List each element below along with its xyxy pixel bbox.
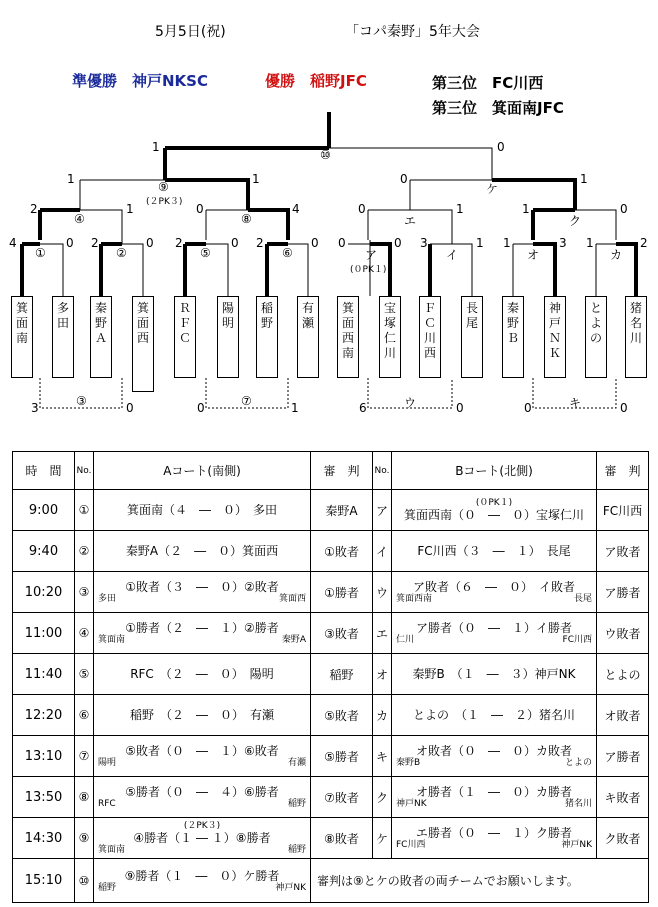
- time-cell: 10:20: [13, 572, 75, 613]
- match-1-score-left: 4: [9, 236, 17, 250]
- team-sub-right: 神戸NK: [561, 840, 592, 850]
- match-3-score-left: 3: [31, 401, 39, 415]
- team-box: 有瀬: [297, 296, 319, 378]
- referee-a: 稲野: [311, 654, 373, 695]
- court-b-match: [392, 695, 597, 736]
- time-cell: 15:10: [13, 859, 75, 903]
- team-sub-right: 神戸NK: [275, 882, 306, 893]
- match-text: ア敗者（６ ― ０） イ敗者: [412, 580, 575, 594]
- match-no-a: ⑨: [75, 818, 94, 859]
- court-a-match: [94, 777, 311, 818]
- referee-a: ①勝者: [311, 572, 373, 613]
- match-4-score-right: 1: [126, 202, 134, 216]
- team-sub-left: FC川西: [396, 840, 426, 850]
- match-text: FC川西（３ ― １） 長尾: [417, 544, 571, 558]
- match-1-label: ①: [35, 246, 46, 260]
- team-box: ＦＣ川西: [419, 296, 441, 378]
- match-6-score-left: 2: [256, 236, 264, 250]
- match-5-label: ⑤: [200, 246, 211, 260]
- date-heading: 5月5日(祝): [155, 24, 226, 40]
- match-ke-score-left: 0: [400, 172, 408, 186]
- match-text: ①勝者（２ ― １）②勝者: [125, 621, 279, 635]
- match-no-a: ②: [75, 531, 94, 572]
- match-i-score-left: 3: [420, 236, 428, 250]
- header-no-b: No.: [373, 452, 392, 490]
- pk-score: (０PK１): [475, 497, 513, 508]
- match-no-a: ①: [75, 490, 94, 531]
- match-text: 箕面西南（０ ― ０）宝塚仁川: [403, 507, 584, 522]
- table-row: [13, 818, 649, 859]
- time-cell: 11:40: [13, 654, 75, 695]
- referee-a: ①敗者: [311, 531, 373, 572]
- court-a-match: [94, 654, 311, 695]
- match-5-score-left: 2: [175, 236, 183, 250]
- time-cell: 12:20: [13, 695, 75, 736]
- referee-b: キ敗者: [597, 777, 649, 818]
- match-5-score-right: 0: [231, 236, 239, 250]
- match-u-label: ウ: [404, 396, 417, 410]
- match-no-b: エ: [373, 613, 392, 654]
- match-4-score-left: 2: [30, 202, 38, 216]
- match-7-score-left: 0: [197, 401, 205, 415]
- match-text: ⑤敗者（０ ― １）⑥敗者: [125, 744, 279, 758]
- runner-up-label: 準優勝 神戸NKSC: [72, 72, 208, 90]
- time-cell: 13:50: [13, 777, 75, 818]
- table-row: [13, 490, 649, 531]
- match-8-score-right: 4: [292, 202, 300, 216]
- team-sub-left: 稲野: [98, 882, 117, 893]
- match-a-score-left: 0: [338, 236, 346, 250]
- team-sub-left: RFC: [98, 799, 116, 809]
- match-no-b: オ: [373, 654, 392, 695]
- team-sub-right: 箕面西: [278, 594, 306, 604]
- tournament-title: 「コパ秦野」5年大会: [345, 24, 480, 40]
- table-row: [13, 654, 649, 695]
- match-a-label: ア: [365, 248, 378, 262]
- match-e-label: エ: [404, 214, 417, 228]
- team-sub-left: 箕面西南: [396, 594, 433, 604]
- team-box: 宝塚仁川: [379, 296, 401, 378]
- referee-a: ⑦敗者: [311, 777, 373, 818]
- match-ka-label: カ: [610, 248, 623, 262]
- match-no-a: ⑤: [75, 654, 94, 695]
- match-no-a: ⑧: [75, 777, 94, 818]
- team-box: 秦野Ｂ: [502, 296, 524, 378]
- header-ref-a: 審 判: [311, 452, 373, 490]
- team-box: 猪名川: [625, 296, 647, 378]
- referee-b: ア勝者: [597, 572, 649, 613]
- time-cell: 9:00: [13, 490, 75, 531]
- match-10-label: ⑩: [320, 148, 331, 162]
- court-a-match: [94, 490, 311, 531]
- match-text: ⑤勝者（０ ― ４）⑥勝者: [125, 785, 279, 799]
- match-i-label: イ: [446, 248, 459, 262]
- match-7-score-right: 1: [291, 401, 299, 415]
- match-10-score-right: 0: [497, 140, 505, 154]
- match-text: エ勝者（０ ― １）ク勝者: [415, 826, 572, 840]
- match-no-b: キ: [373, 736, 392, 777]
- match-e-score-right: 1: [456, 202, 464, 216]
- team-sub-right: FC川西: [562, 635, 592, 645]
- team-sub-right: 稲野: [287, 844, 306, 855]
- match-a-score-right: 0: [394, 236, 402, 250]
- match-no-a: ⑥: [75, 695, 94, 736]
- header-time: 時 間: [13, 452, 75, 490]
- table-row: [13, 736, 649, 777]
- court-a-match: [94, 531, 311, 572]
- court-b-match: [392, 654, 597, 695]
- pk-score: (２PK３): [183, 820, 221, 831]
- referee-a: ⑤敗者: [311, 695, 373, 736]
- match-9-score-left: 1: [67, 172, 75, 186]
- header-ref-b: 審 判: [597, 452, 649, 490]
- match-4-label: ④: [74, 212, 85, 226]
- match-no-b: ケ: [373, 818, 392, 859]
- referee-b: FC川西: [597, 490, 649, 531]
- team-box: ＲＦＣ: [174, 296, 196, 378]
- team-sub-right: 長尾: [573, 594, 592, 604]
- team-sub-left: 神戸NK: [396, 799, 427, 809]
- match-6-score-right: 0: [311, 236, 319, 250]
- table-header-row: [13, 452, 649, 490]
- match-o-label: オ: [527, 248, 540, 262]
- court-b-match: [392, 531, 597, 572]
- match-9-score-right: 1: [252, 172, 260, 186]
- match-text: 箕面南（４ ― ０） 多田: [126, 503, 277, 517]
- match-text: ①敗者（３ ― ０）②敗者: [125, 580, 279, 594]
- team-sub-left: 陽明: [98, 758, 117, 768]
- match-text: 秦野A（２ ― ０）箕面西: [125, 544, 279, 558]
- match-no-b: カ: [373, 695, 392, 736]
- court-b-match: [392, 572, 597, 613]
- team-sub-right: 稲野: [287, 799, 306, 809]
- match-o-score-right: 3: [559, 236, 567, 250]
- match-i-score-right: 1: [476, 236, 484, 250]
- court-a-match: [94, 859, 311, 903]
- match-no-b: ク: [373, 777, 392, 818]
- team-sub-left: 秦野B: [396, 758, 421, 768]
- winner-label: 優勝 稲野JFC: [265, 72, 367, 90]
- time-cell: 14:30: [13, 818, 75, 859]
- match-ku-score-right: 0: [620, 202, 628, 216]
- team-sub-left: 多田: [98, 594, 117, 604]
- match-text: オ勝者（１ ― ０）カ勝者: [415, 785, 572, 799]
- match-ke-score-right: 1: [580, 172, 588, 186]
- team-box: 神戸ＮＫ: [544, 296, 566, 378]
- third-place-2: 第三位 箕面南JFC: [432, 99, 564, 117]
- court-a-match: [94, 818, 311, 859]
- court-a-match: [94, 695, 311, 736]
- court-b-match: [392, 818, 597, 859]
- time-cell: 13:10: [13, 736, 75, 777]
- referee-a: ⑤勝者: [311, 736, 373, 777]
- match-no-a: ④: [75, 613, 94, 654]
- match-text: ア勝者（０ ― １）イ勝者: [415, 621, 572, 635]
- match-7-label: ⑦: [241, 394, 252, 408]
- team-sub-left: 仁川: [396, 635, 415, 645]
- team-sub-right: とよの: [564, 758, 592, 768]
- match-text: RFC （２ ― ０） 陽明: [130, 667, 274, 681]
- match-text: ④勝者（１ ― １）⑧勝者: [133, 830, 271, 845]
- court-b-match: [392, 490, 597, 531]
- team-box: 秦野Ａ: [90, 296, 112, 378]
- referee-a: ⑧敗者: [311, 818, 373, 859]
- match-e-score-left: 0: [358, 202, 366, 216]
- team-box: とよの: [585, 296, 607, 378]
- referee-b: オ敗者: [597, 695, 649, 736]
- court-b-match: [392, 613, 597, 654]
- team-box: 稲野: [256, 296, 278, 378]
- match-ka-score-right: 2: [640, 236, 648, 250]
- team-box: 箕面南: [11, 296, 33, 378]
- match-ka-score-left: 1: [586, 236, 594, 250]
- match-ki-score-right: 0: [620, 401, 628, 415]
- court-a-match: [94, 572, 311, 613]
- third-place-1: 第三位 FC川西: [432, 74, 544, 92]
- match-ku-score-left: 1: [522, 202, 530, 216]
- referee-a: ③敗者: [311, 613, 373, 654]
- final-note: 審判は⑨とケの敗者の両チームでお願いします。: [311, 859, 649, 903]
- team-sub-right: 有瀬: [287, 758, 306, 768]
- team-sub-left: 箕面南: [98, 844, 126, 855]
- match-text: ⑨勝者（１ ― ０）ケ勝者: [124, 868, 280, 883]
- referee-b: ア敗者: [597, 531, 649, 572]
- match-ki-score-left: 0: [524, 401, 532, 415]
- table-row: [13, 613, 649, 654]
- match-3-score-right: 0: [126, 401, 134, 415]
- referee-b: ク敗者: [597, 818, 649, 859]
- match-text: オ敗者（０ ― ０）カ敗者: [415, 744, 572, 758]
- court-b-match: [392, 736, 597, 777]
- match-9-label: ⑨: [158, 180, 169, 194]
- team-box: 箕面西南: [337, 296, 359, 378]
- match-1-score-right: 0: [66, 236, 74, 250]
- referee-b: ウ敗者: [597, 613, 649, 654]
- match-no-a: ③: [75, 572, 94, 613]
- match-text: 秦野B （１ ― ３）神戸NK: [412, 667, 576, 681]
- header-court-a: Aコート(南側): [94, 452, 311, 490]
- match-ku-label: ク: [569, 214, 582, 228]
- match-o-score-left: 1: [503, 236, 511, 250]
- team-box: 箕面西: [132, 296, 154, 392]
- match-text: 稲野 （２ ― ０） 有瀬: [129, 708, 274, 722]
- match-2-label: ②: [116, 246, 127, 260]
- time-cell: 11:00: [13, 613, 75, 654]
- match-no-b: ア: [373, 490, 392, 531]
- match-text: とよの （１ ― ２）猪名川: [412, 708, 575, 722]
- header-no-a: No.: [75, 452, 94, 490]
- match-ki-label: キ: [569, 396, 582, 410]
- match-ke-label: ケ: [486, 182, 499, 196]
- match-3-label: ③: [76, 394, 87, 408]
- header-court-b: Bコート(北側): [392, 452, 597, 490]
- match-u-score-right: 0: [456, 401, 464, 415]
- match-a-pk: (０PK１): [350, 265, 387, 275]
- team-sub-right: 秦野A: [281, 635, 306, 645]
- court-a-match: [94, 613, 311, 654]
- court-a-match: [94, 736, 311, 777]
- table-row: [13, 695, 649, 736]
- team-box: 陽明: [217, 296, 239, 378]
- match-8-label: ⑧: [241, 212, 252, 226]
- referee-b: ア勝者: [597, 736, 649, 777]
- team-box: 長尾: [461, 296, 483, 378]
- match-2-score-left: 2: [91, 236, 99, 250]
- match-6-label: ⑥: [282, 246, 293, 260]
- court-b-match: [392, 777, 597, 818]
- match-10-score-left: 1: [152, 140, 160, 154]
- match-no-b: ウ: [373, 572, 392, 613]
- match-no-b: イ: [373, 531, 392, 572]
- table-row: [13, 531, 649, 572]
- match-9-pk: (２PK３): [146, 197, 183, 207]
- match-no-a: ⑦: [75, 736, 94, 777]
- match-no-a: ⑩: [75, 859, 94, 903]
- table-row: [13, 859, 649, 903]
- table-row: [13, 777, 649, 818]
- table-row: [13, 572, 649, 613]
- team-sub-left: 箕面南: [98, 635, 126, 645]
- referee-b: とよの: [597, 654, 649, 695]
- match-2-score-right: 0: [146, 236, 154, 250]
- time-cell: 9:40: [13, 531, 75, 572]
- match-8-score-left: 0: [196, 202, 204, 216]
- schedule-table: [12, 451, 649, 903]
- match-u-score-left: 6: [359, 401, 367, 415]
- referee-a: 秦野A: [311, 490, 373, 531]
- team-sub-right: 猪名川: [564, 799, 592, 809]
- team-box: 多田: [52, 296, 74, 378]
